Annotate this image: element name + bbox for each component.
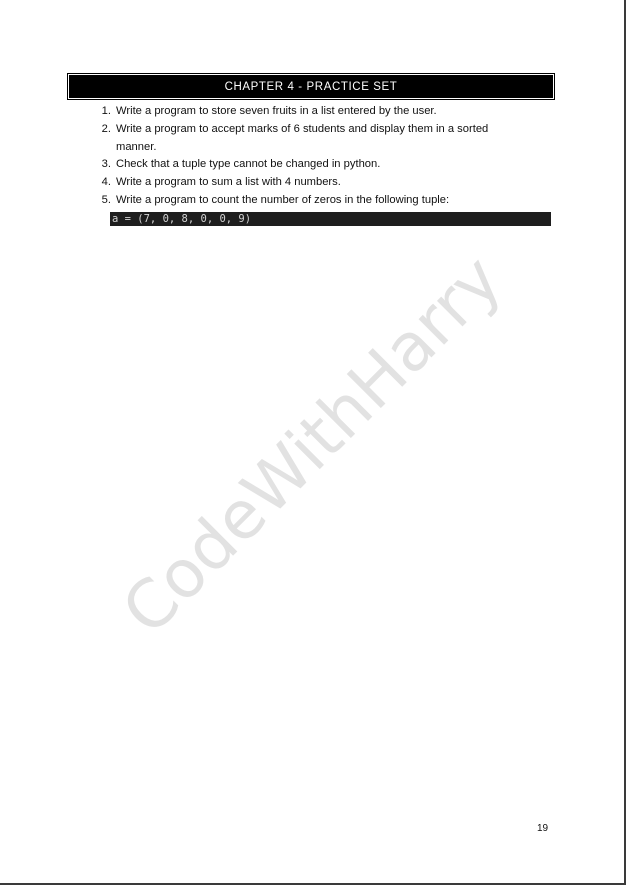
exercise-item [90,121,530,157]
exercise-number: 1. [101,105,111,117]
watermark-text: CodeWithHarry [107,240,517,650]
exercise-number: 5. [101,193,111,206]
exercise-text: Write a program to sum a list with 4 numbers. [116,176,341,189]
exercise-item [90,174,530,192]
exercise-list [90,103,530,210]
exercise-item [90,103,530,121]
exercise-text: Write a program to store seven fruits in a list entered by the user. [116,105,437,117]
code-snippet: a = (7, 0, 8, 0, 0, 9) [110,212,551,226]
exercise-number: 2. [101,122,111,135]
exercise-number: 4. [101,176,111,189]
page-number: 19 [537,823,549,834]
exercise-item [90,156,530,174]
exercise-number: 3. [101,158,111,171]
exercise-text: Check that a tuple type cannot be changed in python. [116,158,381,171]
chapter-heading: CHAPTER 4 - PRACTICE SET [224,80,398,93]
exercise-item [90,192,530,210]
exercise-text: Write a program to accept marks of 6 students and display them in a sorted manner. [116,122,489,153]
exercise-text: Write a program to count the number of zeros in the following tuple: [116,193,450,206]
chapter-heading-bar [69,75,553,98]
